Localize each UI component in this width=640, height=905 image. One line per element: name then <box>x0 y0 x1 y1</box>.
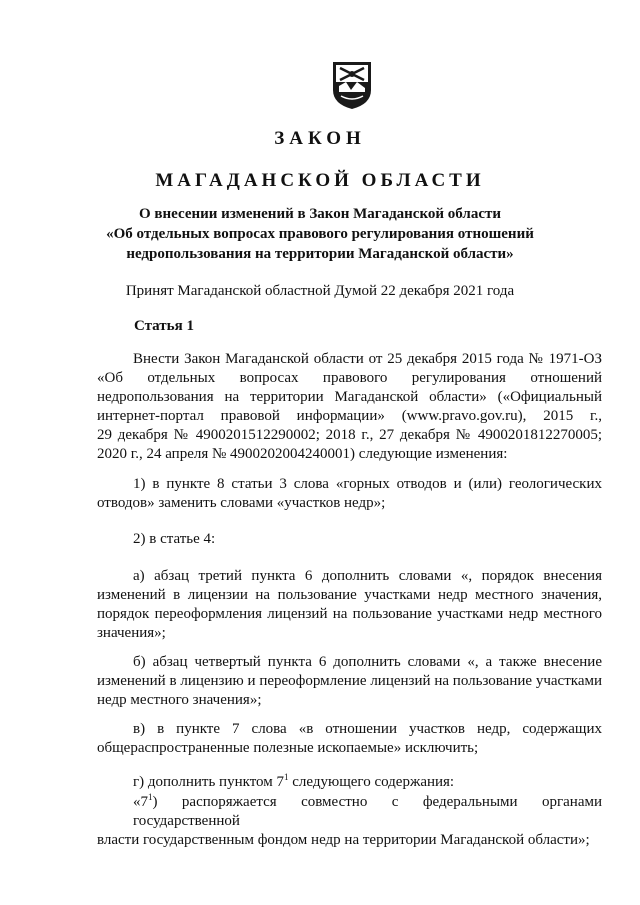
item-2g-text-paragraph <box>97 793 602 850</box>
paragraph-line: изменений в лицензию и переоформление лицензий на пользование участками <box>97 673 602 689</box>
paragraph-line: отводов» заменить словами «участков недр»; <box>97 495 386 511</box>
paragraph-line: порядок переоформления лицензий на пользование участками недр местного <box>97 606 602 622</box>
text-fragment: г) дополнить пунктом 7 <box>133 774 285 790</box>
document-type-title: ЗАКОН <box>274 128 366 149</box>
paragraph-line: Внести Закон Магаданской области от 25 декабря 2015 года № 1971-ОЗ <box>133 351 602 367</box>
paragraph-line: 2) в статье 4: <box>133 531 216 547</box>
paragraph-line: интернет-портал правовой информации» (www.pravo.gov.ru), 2015 г., <box>97 408 602 424</box>
article-heading: Статья 1 <box>134 318 194 334</box>
paragraph-line <box>97 773 602 792</box>
item-2v-paragraph <box>97 720 602 758</box>
paragraph-line <box>97 793 602 831</box>
paragraph-line: «Об отдельных вопросах правового регулирования отношений <box>97 370 602 386</box>
paragraph-line: общераспространенные полезные ископаемые» исключить; <box>97 740 479 756</box>
superscript: 1 <box>148 792 153 802</box>
paragraph-line: 2020 г., 24 апреля № 4900202004240001) следующие изменения: <box>97 446 508 462</box>
item-2g-paragraph <box>97 773 602 792</box>
item-2b-paragraph <box>97 653 602 710</box>
law-subject-title <box>40 204 600 264</box>
item-2-paragraph <box>97 530 602 549</box>
coat-of-arms-icon <box>331 60 373 110</box>
paragraph-line: недр местного значения»; <box>97 692 262 708</box>
paragraph-line: значения»; <box>97 625 166 641</box>
paragraph-line: изменений в лицензии на пользование участками недр местного значения, <box>97 587 602 603</box>
paragraph-line: 29 декабря № 4900201512290002; 2018 г., 27 декабря № 4900201812270005; <box>97 427 602 443</box>
text-fragment: ) распоряжается совместно с федеральными органами государственной <box>133 794 602 829</box>
superscript: 1 <box>284 772 289 782</box>
paragraph-line: в) в пункте 7 слова «в отношении участков недр, содержащих <box>133 721 602 737</box>
paragraph-line: а) абзац третий пункта 6 дополнить словами «, порядок внесения <box>133 568 602 584</box>
paragraph-line: б) абзац четвертый пункта 6 дополнить словами «, а также внесение <box>133 654 602 670</box>
region-title: МАГАДАНСКОЙ ОБЛАСТИ <box>155 170 485 191</box>
subject-line: недропользования на территории Магаданской области» <box>126 246 514 262</box>
subject-line: «Об отдельных вопросах правового регулирования отношений <box>106 226 534 242</box>
text-fragment: следующего содержания: <box>288 774 455 790</box>
text-fragment: «7 <box>133 794 148 810</box>
paragraph-line: власти государственным фондом недр на территории Магаданской области»; <box>97 832 590 848</box>
item-1-paragraph <box>97 475 602 513</box>
paragraph-line: недропользования на территории Магаданской области» («Официальный <box>97 389 602 405</box>
adoption-statement: Принят Магаданской областной Думой 22 декабря 2021 года <box>125 283 515 299</box>
paragraph-line: 1) в пункте 8 статьи 3 слова «горных отводов и (или) геологических <box>133 476 602 492</box>
intro-paragraph <box>97 350 602 464</box>
subject-line: О внесении изменений в Закон Магаданской области <box>139 206 501 222</box>
item-2a-paragraph <box>97 567 602 643</box>
